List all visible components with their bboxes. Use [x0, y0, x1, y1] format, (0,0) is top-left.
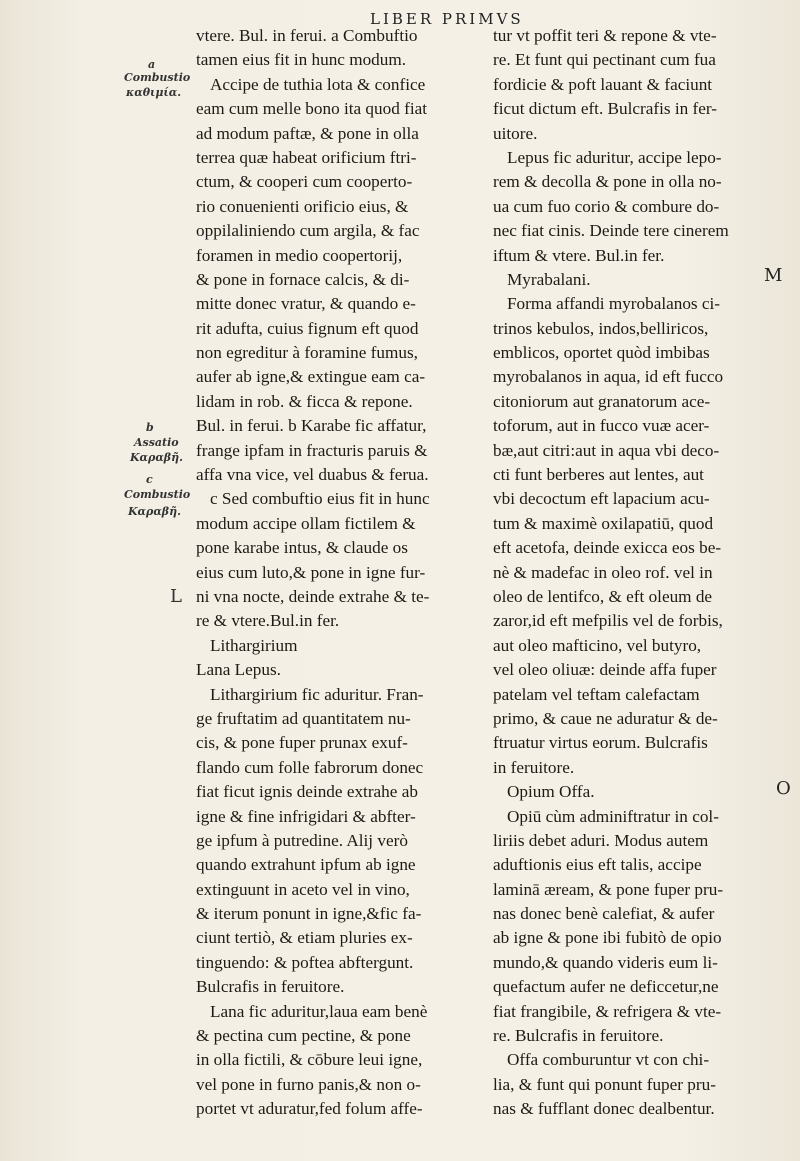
text-line: aduftionis eius eft talis, accipe: [493, 855, 702, 875]
text-line: zaror,id eft mefpilis vel de forbis,: [493, 611, 723, 631]
text-line: nas donec benè calefiat, & aufer: [493, 904, 715, 924]
text-line: fordicie & poft lauant & faciunt: [493, 74, 713, 94]
text-line: Opium Offa.: [507, 782, 595, 802]
margin-note-title-a: Combustio: [124, 71, 191, 84]
text-line: eft acetofa, deinde exicca eos be-: [493, 538, 722, 558]
text-line: re & vtere.Bul.in fer.: [196, 611, 340, 631]
text-line: non egreditur à foramine fumus,: [196, 343, 418, 363]
text-line: Lithargirium: [210, 635, 298, 655]
margin-note-greek-a: καθιμία.: [126, 86, 182, 99]
text-line: ftruatur virtus eorum. Bulcrafis: [493, 733, 708, 753]
text-line: fiat frangibile, & refrigera & vte-: [493, 1001, 722, 1021]
text-line: ficut dictum eft. Bulcrafis in fer-: [493, 99, 717, 119]
margin-note-greek-c: Καραβῆ.: [128, 505, 181, 518]
text-line: frange ipfam in fracturis paruis &: [196, 440, 428, 460]
text-line: pone karabe intus, & claude os: [196, 538, 408, 558]
text-line: ad modum paftæ, & pone in olla: [196, 123, 419, 143]
text-line: ab igne & pone ibi fubitò de opio: [493, 928, 722, 948]
text-line: primo, & caue ne aduratur & de-: [493, 708, 718, 728]
text-line: ge ipfum à putredine. Alij verò: [196, 830, 408, 850]
text-line: extinguunt in aceto vel in vino,: [196, 879, 410, 899]
margin-note-title-c: Combustio: [124, 488, 191, 501]
text-line: aufer ab igne,& extingue eam ca-: [196, 367, 426, 387]
text-line: aut oleo mafticino, vel butyro,: [493, 635, 702, 655]
margin-note-title-b: Assatio: [134, 436, 179, 449]
text-line: mundo,& quando videris eum li-: [493, 952, 718, 972]
text-line: & iterum ponunt in igne,&fic fa-: [196, 904, 422, 924]
text-line: nas & fufflant donec dealbentur.: [493, 1099, 715, 1119]
running-head: LIBER PRIMVS: [370, 10, 524, 28]
text-line: Lana fic aduritur,laua eam benè: [210, 1001, 428, 1021]
text-line: ge fruftatim ad quantitatem nu-: [196, 708, 411, 728]
text-line: ua cum fuo corio & combure do-: [493, 196, 720, 216]
right-text-column: [493, 24, 775, 1122]
text-line: eam cum melle bono ita quod fiat: [196, 99, 428, 119]
text-line: Bul. in ferui. b Karabe fic affatur,: [196, 416, 427, 436]
text-line: vtere. Bul. in ferui. a Combuftio: [196, 26, 418, 45]
text-line: ni vna nocte, deinde extrahe & te-: [196, 586, 430, 606]
text-line: Lepus fic aduritur, accipe lepo-: [507, 147, 722, 167]
text-line: vel oleo oliuæ: deinde affa fuper: [493, 660, 717, 680]
text-line: modum accipe ollam fictilem &: [196, 513, 416, 533]
margin-section-letter-o: O: [776, 778, 791, 799]
text-line: nec fiat cinis. Deinde tere cinerem: [493, 221, 729, 241]
text-line: bæ,aut citri:aut in aqua vbi deco-: [493, 440, 720, 460]
text-line: oppilaliniendo cum argila, & fac: [196, 221, 420, 241]
text-line: in olla fictili, & cōbure leui igne,: [196, 1050, 423, 1070]
text-line: rit adufta, cuius fignum eft quod: [196, 318, 419, 338]
text-line: affa vna vice, vel duabus & ferua.: [196, 465, 429, 485]
text-line: c Sed combuftio eius fit in hunc: [210, 489, 430, 509]
text-line: rio conuenienti orificio eius, &: [196, 196, 409, 216]
text-line: tum & maximè oxilapatiū, quod: [493, 513, 714, 533]
text-line: liriis debet aduri. Modus autem: [493, 830, 709, 850]
text-line: igne & fine infrigidari & abfter-: [196, 806, 416, 826]
text-line: vbi decoctum eft lapacium acu-: [493, 489, 710, 509]
margin-note-letter-c: c: [146, 473, 153, 486]
text-line: mitte donec vratur, & quando e-: [196, 294, 416, 314]
text-line: Forma affandi myrobalanos ci-: [507, 294, 721, 314]
text-line: nè & madefac in oleo rof. vel in: [493, 562, 713, 582]
text-line: Offa comburuntur vt con chi-: [507, 1050, 710, 1070]
text-line: Bulcrafis in feruitore.: [196, 977, 345, 997]
text-line: ctum, & cooperi cum cooperto-: [196, 172, 413, 192]
text-line: lidam in rob. & ficca & repone.: [196, 391, 413, 411]
text-line: uitore.: [493, 123, 538, 143]
text-line: patelam vel teftam calefactam: [493, 684, 700, 704]
text-line: myrobalanos in aqua, id eft fucco: [493, 367, 724, 387]
margin-section-letter-l: L: [170, 586, 182, 607]
text-line: Accipe de tuthia lota & confice: [210, 74, 426, 94]
text-line: foramen in medio coopertorij,: [196, 245, 403, 265]
text-line: lia, & funt qui ponunt fuper pru-: [493, 1074, 716, 1094]
text-line: quando extrahunt ipfum ab igne: [196, 855, 416, 875]
text-line: re. Bulcrafis in feruitore.: [493, 1026, 664, 1046]
text-line: citoniorum aut granatorum ace-: [493, 391, 711, 411]
text-line: iftum & vtere. Bul.in fer.: [493, 245, 665, 265]
text-line: toforum, aut in fucco vuæ acer-: [493, 416, 710, 436]
text-line: portet vt aduratur,fed folum affe-: [196, 1099, 423, 1119]
text-line: in feruitore.: [493, 757, 575, 777]
text-line: & pone in fornace calcis, & di-: [196, 269, 410, 289]
text-line: cti funt berberes aut lentes, aut: [493, 465, 704, 485]
text-line: fiat ficut ignis deinde extrahe ab: [196, 782, 418, 802]
text-line: cis, & pone fuper prunax exuf-: [196, 733, 408, 753]
text-line: tinguendo: & poftea abftergunt.: [196, 952, 414, 972]
text-line: ciunt tertiò, & etiam pluries ex-: [196, 928, 413, 948]
text-line: Lana Lepus.: [196, 660, 281, 680]
text-line: terrea quæ habeat orificium ftri-: [196, 147, 417, 167]
margin-note-letter-b: b: [146, 421, 154, 434]
text-line: Opiū cùm adminiftratur in col-: [507, 806, 719, 826]
text-line: emblicos, oportet quòd imbibas: [493, 343, 710, 363]
text-line: oleo de lentifco, & eft oleum de: [493, 586, 713, 606]
text-line: laminā æream, & pone fuper pru-: [493, 879, 724, 899]
text-line: eius cum luto,& pone in igne fur-: [196, 562, 426, 582]
margin-note-greek-b: Καραβῆ.: [130, 451, 183, 464]
text-line: rem & decolla & pone in olla no-: [493, 172, 722, 192]
text-line: trinos kebulos, indos,belliricos,: [493, 318, 709, 338]
text-line: re. Et funt qui pectinant cum fua: [493, 50, 716, 70]
text-line: tamen eius fit in hunc modum.: [196, 50, 407, 70]
text-line: vel pone in furno panis,& non o-: [196, 1074, 421, 1094]
left-text-column: [196, 24, 478, 1122]
text-line: tur vt poffit teri & repone & vte-: [493, 26, 717, 45]
margin-section-letter-m: M: [764, 265, 783, 286]
text-line: Lithargirium fic aduritur. Fran-: [210, 684, 424, 704]
margin-note-letter-a: a: [148, 58, 156, 71]
text-line: Myrabalani.: [507, 269, 591, 289]
text-line: flando cum folle fabrorum donec: [196, 757, 424, 777]
text-line: quefactum aufer ne deficcetur,ne: [493, 977, 719, 997]
text-line: & pectina cum pectine, & pone: [196, 1026, 411, 1046]
